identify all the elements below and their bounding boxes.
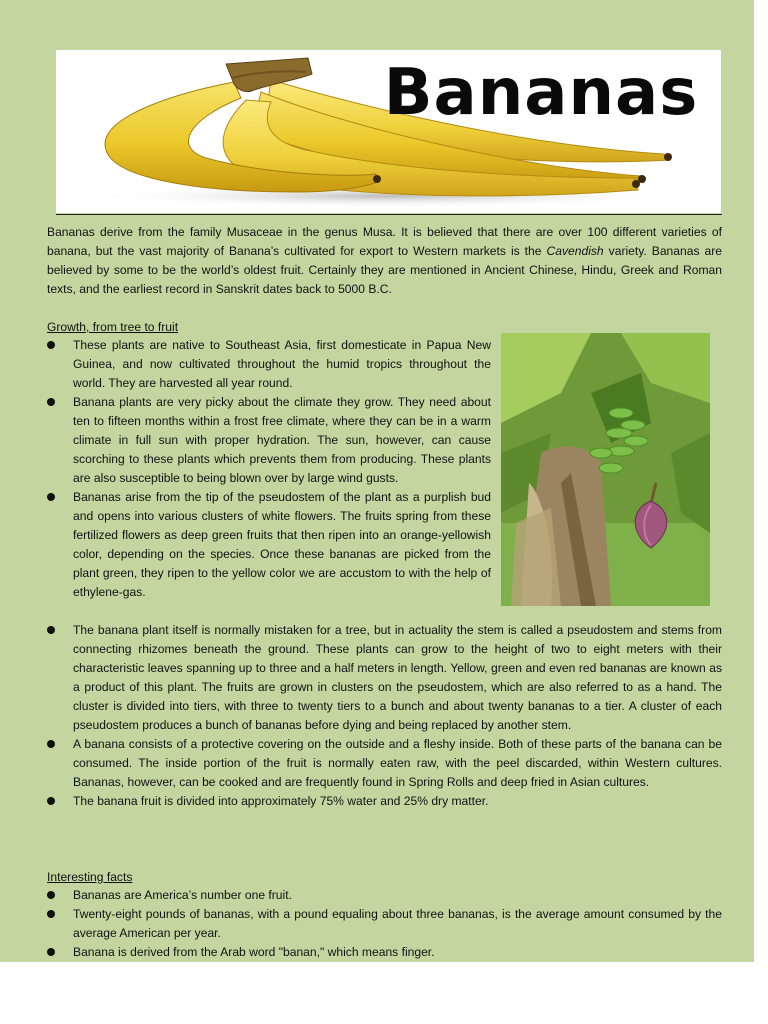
list-item-text: Bananas are America’s number one fruit. <box>73 888 292 902</box>
facts-heading: Interesting facts <box>47 870 133 884</box>
bullet-icon <box>47 341 55 349</box>
list-item <box>47 792 722 811</box>
list-item <box>47 943 722 962</box>
growth-list-wide <box>47 621 722 811</box>
bullet-icon <box>47 398 55 406</box>
page-title: Bananas <box>383 56 699 130</box>
bullet-icon <box>47 740 55 748</box>
intro-text-end: variety. Bananas are believed by some to be the world’s oldest fruit. Certainly they are mentioned in Ancient Chinese, Hindu, Greek and Roman texts, and the earliest record in Sanskrit dates back to 5000 B.C. <box>47 244 722 296</box>
banana-plant-photo <box>501 333 710 606</box>
list-item-text: Bananas arise from the tip of the pseudostem of the plant as a purplish bud and opens into various clusters of white flowers. The fruits spring from these fertilized flowers as deep green fruits that then ripen into an orange-yellowish color, depending on the species. Once these bananas are picked from the plant green, they ripen to the yellow color we are accustom to with the help of ethylene-gas. <box>73 490 491 599</box>
bullet-icon <box>47 891 55 899</box>
growth-list-narrow <box>47 336 491 602</box>
list-item-text: These plants are native to Southeast Asia, first domesticate in Papua New Guinea, and now cultivated throughout the humid tropics throughout the world. They are harvested all year round. <box>73 338 491 390</box>
bullet-icon <box>47 910 55 918</box>
list-item-text: The banana fruit is divided into approximately 75% water and 25% dry matter. <box>73 794 489 808</box>
list-item <box>47 905 722 943</box>
list-item <box>47 735 722 792</box>
list-item-text: Twenty-eight pounds of bananas, with a pound equaling about three bananas, is the average amount consumed by the average American per year. <box>73 907 722 940</box>
intro-text: Bananas derive from the family Musaceae in the genus Musa. It is believed that there are over 100 different varieties of banana, but the vast majority of Banana’s cultivated for export to Western markets is the <box>47 225 722 258</box>
list-item <box>47 488 491 602</box>
cavendish-term: Cavendish <box>546 244 604 258</box>
list-item <box>47 336 491 393</box>
bullet-icon <box>47 948 55 956</box>
bullet-icon <box>47 797 55 805</box>
list-item-text: The banana plant itself is normally mistaken for a tree, but in actuality the stem is called a pseudostem and stems from connecting rhizomes beneath the ground. These plants can grow to the height of two to eight meters with their characteristic leaves spanning up to three and a half meters in length. Yellow, green and even red bananas are known as a product of this plant. The fruits are grown in clusters on the pseudostem, which are also referred to as a hand. The cluster is divided into tiers, with three to twenty tiers to a bunch and about twenty bananas to a tier. A cluster of each pseudostem produces a bunch of bananas before dying and being replaced by another stem. <box>73 623 722 732</box>
list-item <box>47 886 722 905</box>
header-banner <box>56 50 721 213</box>
list-item-text: Banana plants are very picky about the climate they grow. They need about ten to fifteen months within a frost free climate, where they can be in a warm climate in full sun with proper hydration. The sun, however, can cause scorching to these plants which prevents them from producing. These plants are also susceptible to being blown over by large wind gusts. <box>73 395 491 485</box>
bullet-icon <box>47 626 55 634</box>
list-item-text: A banana consists of a protective covering on the outside and a fleshy inside. Both of these parts of the banana can be consumed. The inside portion of the fruit is normally eaten raw, with the peel discarded, within Western cultures. Bananas, however, can be cooked and are frequently found in Spring Rolls and deep fried in Asian cultures. <box>73 737 722 789</box>
intro-paragraph <box>47 223 722 299</box>
list-item <box>47 621 722 735</box>
header-divider <box>56 214 722 215</box>
list-item <box>47 393 491 488</box>
growth-heading: Growth, from tree to fruit <box>47 320 179 334</box>
list-item-text: Banana is derived from the Arab word "banan," which means finger. <box>73 945 435 959</box>
bullet-icon <box>47 493 55 501</box>
facts-list <box>47 886 722 962</box>
